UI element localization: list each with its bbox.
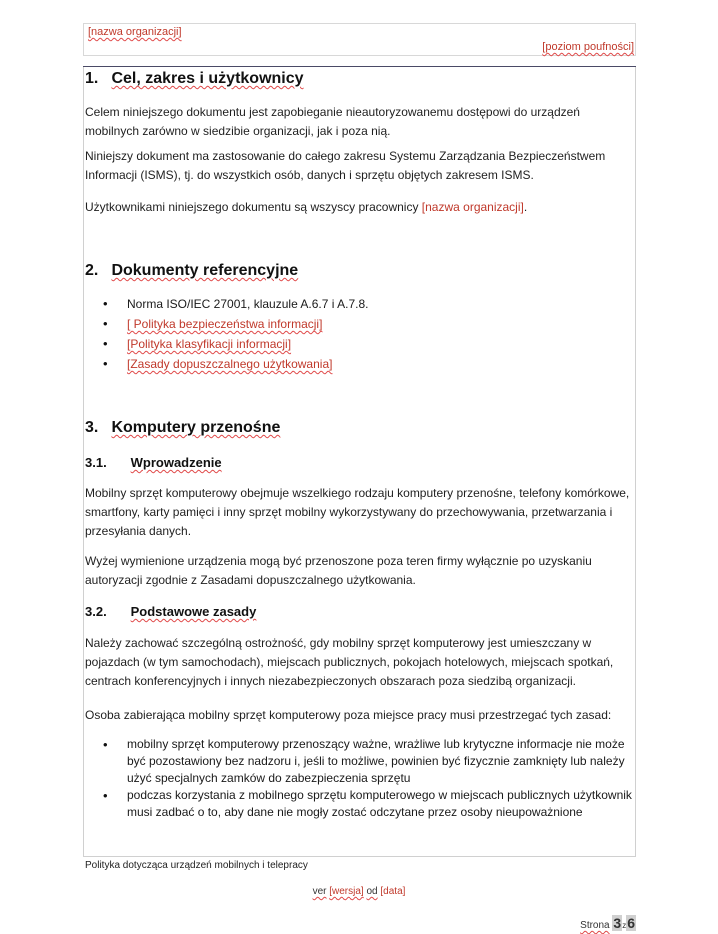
- paragraph: Mobilny sprzęt komputerowy obejmuje wszelkiego rodzaju komputery przenośne, telefony komórkowe, smartfony, karty pamięci i inny sprzęt mobilny wykorzystywany do przechowywania, przetwarzania i przesyłania danych.: [85, 486, 630, 538]
- footer-version: ver [wersja] od [data]: [312, 886, 406, 897]
- paragraph: Wyżej wymienione urządzenia mogą być przenoszone poza teren firmy wyłącznie po uzyskaniu autoryzacji zgodnie z Zasadami dopuszczalnego użytkowania.: [85, 554, 592, 587]
- current-page: 3: [613, 915, 622, 931]
- paragraph: Celem niniejszego dokumentu jest zapobieganie nieautoryzowanemu dostępowi do urządzeń mobilnych zarówno w siedzibie organizacji, jak i poza nią.: [85, 105, 580, 138]
- list-item-link[interactable]: • [Zasady dopuszczalnego użytkowania]: [85, 354, 368, 374]
- paragraph: Osoba zabierająca mobilny sprzęt komputerowy poza miejsce pracy musi przestrzegać tych zasad:: [85, 708, 612, 722]
- list-item-link[interactable]: • [Polityka klasyfikacji informacji]: [85, 334, 368, 354]
- confidentiality-placeholder[interactable]: [poziom poufności]: [542, 41, 634, 53]
- heading-title: Podstawowe zasady: [130, 604, 257, 619]
- date-placeholder[interactable]: [data]: [380, 886, 406, 897]
- heading-title: Cel, zakres i użytkownicy: [111, 70, 304, 87]
- heading-section-3-1: 3.1. Wprowadzenie: [85, 455, 222, 470]
- list-item: • Norma ISO/IEC 27001, klauzule A.6.7 i A.7.8.: [85, 294, 368, 314]
- reference-list: [85, 294, 368, 374]
- total-pages: 6: [627, 915, 635, 931]
- heading-title: Dokumenty referencyjne: [111, 262, 299, 279]
- organization-placeholder[interactable]: [nazwa organizacji]: [88, 26, 182, 38]
- heading-section-3-2: 3.2. Podstawowe zasady: [85, 604, 257, 619]
- footer-document-title: Polityka dotycząca urządzeń mobilnych i telepracy: [85, 860, 308, 871]
- paragraph: Użytkownikami niniejszego dokumentu są wszyscy pracownicy [nazwa organizacji].: [85, 200, 528, 214]
- page-header: [83, 23, 636, 56]
- version-placeholder[interactable]: [wersja]: [329, 886, 364, 897]
- heading-section-3: 3. Komputery przenośne: [85, 419, 281, 436]
- list-item: • mobilny sprzęt komputerowy przenoszący ważne, wrażliwe lub krytyczne informacje nie może być pozostawiony bez nadzoru i, jeśli to możliwe, powinien być fizycznie zamknięty lub należy użyć specjalnych zamków do zabezpieczenia sprzętu: [85, 736, 633, 787]
- list-item: • podczas korzystania z mobilnego sprzętu komputerowego w miejscach publicznych użytkownik musi zadbać o to, aby dane nie mogły zostać odczytane przez osoby nieupoważnione: [85, 787, 633, 821]
- heading-section-1: 1. Cel, zakres i użytkownicy: [85, 70, 304, 87]
- heading-title: Komputery przenośne: [111, 419, 281, 436]
- heading-title: Wprowadzenie: [130, 455, 222, 470]
- paragraph: Niniejszy dokument ma zastosowanie do całego zakresu Systemu Zarządzania Bezpieczeństwem Informacji (ISMS), tj. do wszystkich osób, danych i sprzętu objętych zakresem ISMS.: [85, 149, 606, 182]
- footer-divider: [83, 856, 636, 857]
- page-number: Strona 3z6: [580, 915, 635, 931]
- header-divider: [83, 66, 636, 67]
- organization-placeholder[interactable]: [nazwa organizacji]: [421, 200, 524, 214]
- heading-section-2: 2. Dokumenty referencyjne: [85, 262, 299, 279]
- list-item-link[interactable]: • [ Polityka bezpieczeństwa informacji]: [85, 314, 368, 334]
- paragraph: Należy zachować szczególną ostrożność, gdy mobilny sprzęt komputerowy jest umieszczany w pojazdach (w tym samochodach), miejscach publicznych, pokojach hotelowych, miejscach spotkań, centrach konferencyjnych i innych niezabezpieczonych obszarach poza siedzibą organizacji.: [85, 636, 614, 688]
- rules-list: [85, 736, 633, 821]
